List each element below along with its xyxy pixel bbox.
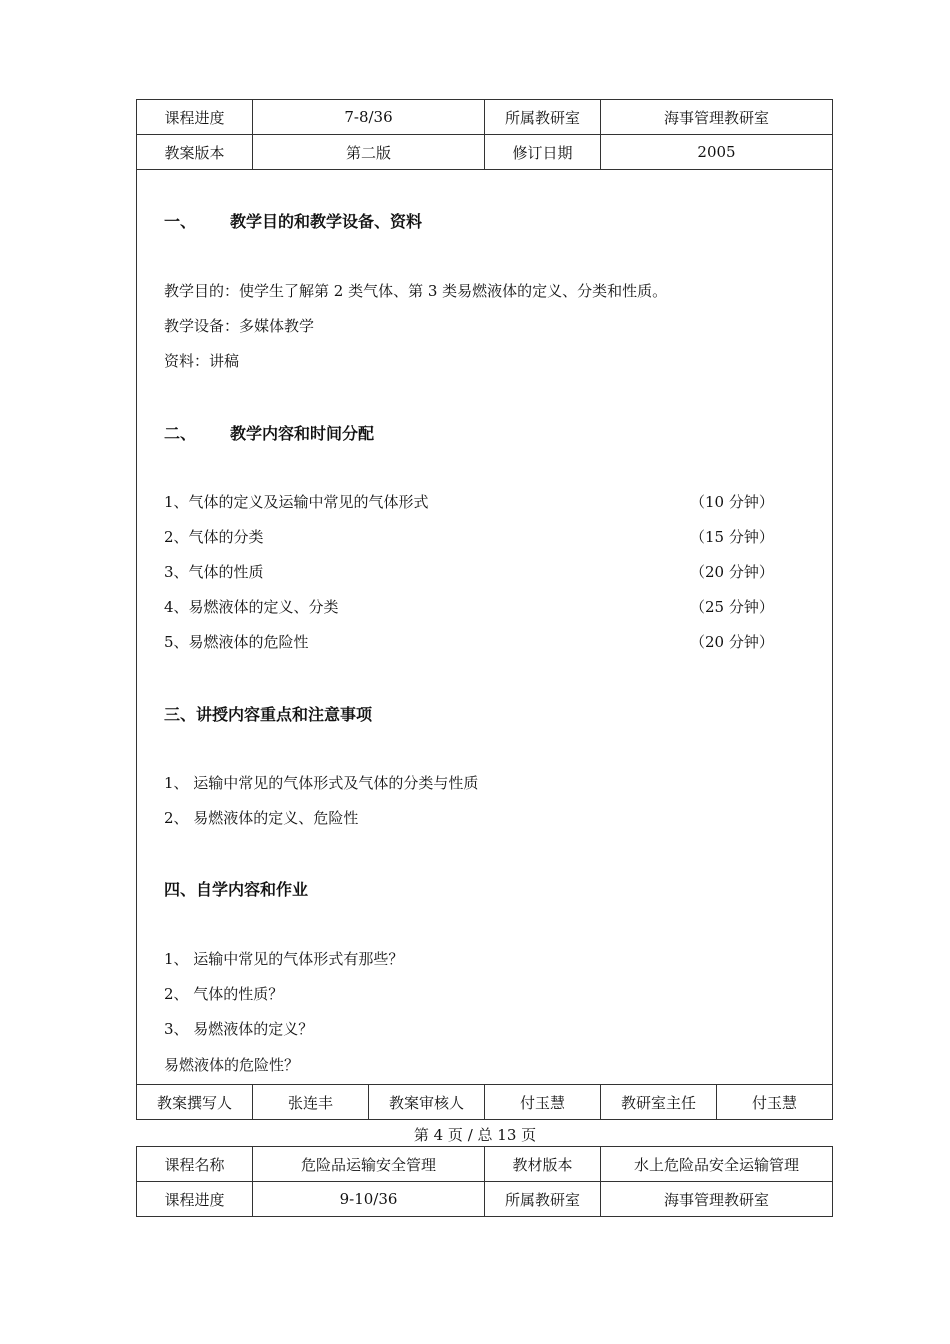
- table-row: [137, 135, 833, 170]
- time-allocation: （10 分钟）: [690, 493, 774, 511]
- label-director: 教研室主任: [601, 1085, 717, 1120]
- section-number: 一、: [164, 212, 197, 231]
- list-item: 4、易燃液体的定义、分类: [164, 598, 339, 616]
- list-item: 2、 易燃液体的定义、危险性: [164, 809, 359, 827]
- list-item: 易燃液体的危险性？: [164, 1056, 300, 1074]
- section-title: 教学目的和教学设备、资料: [230, 212, 423, 231]
- section-number: 二、: [164, 424, 197, 443]
- label-department: 所属教研室: [485, 100, 601, 135]
- section-title: 教学内容和时间分配: [230, 424, 375, 443]
- label-course-name: 课程名称: [137, 1147, 253, 1182]
- list-item: 2、 气体的性质？: [164, 985, 284, 1003]
- text-line: 资料：讲稿: [164, 352, 240, 370]
- label-author: 教案撰写人: [137, 1085, 253, 1120]
- list-item: 3、 易燃液体的定义？: [164, 1020, 314, 1038]
- label-course-progress: 课程进度: [137, 100, 253, 135]
- label-revision-date: 修订日期: [485, 135, 601, 170]
- list-item: 1、 运输中常见的气体形式及气体的分类与性质: [164, 774, 479, 792]
- list-item: 2、气体的分类: [164, 528, 264, 546]
- time-allocation: （15 分钟）: [690, 528, 774, 546]
- value-author: 张连丰: [253, 1085, 369, 1120]
- next-page-info-table: [136, 1146, 833, 1217]
- value-reviewer: 付玉慧: [485, 1085, 601, 1120]
- label-reviewer: 教案审核人: [369, 1085, 485, 1120]
- text-line: 教学设备：多媒体教学: [164, 317, 315, 335]
- value-course-progress: 7-8/36: [253, 100, 485, 135]
- section-heading-2: [164, 421, 374, 444]
- text-line: 教学目的：使学生了解第 2 类气体、第 3 类易燃液体的定义、分类和性质。: [164, 282, 668, 300]
- section-heading-1: [164, 209, 422, 232]
- list-item: 5、易燃液体的危险性: [164, 633, 309, 651]
- label-textbook-version: 教材版本: [485, 1147, 601, 1182]
- top-info-table: [136, 99, 833, 170]
- signature-table: [136, 1084, 833, 1120]
- time-allocation: （20 分钟）: [690, 563, 774, 581]
- value-version: 第二版: [253, 135, 485, 170]
- value-department: 海事管理教研室: [601, 100, 833, 135]
- value-course-name: 危险品运输安全管理: [253, 1147, 485, 1182]
- time-allocation: （25 分钟）: [690, 598, 774, 616]
- table-row: [137, 100, 833, 135]
- time-allocation: （20 分钟）: [690, 633, 774, 651]
- value-course-progress: 9-10/36: [253, 1182, 485, 1217]
- label-department: 所属教研室: [485, 1182, 601, 1217]
- value-textbook-version: 水上危险品安全运输管理: [601, 1147, 833, 1182]
- table-row: [137, 1147, 833, 1182]
- table-row: [137, 1085, 833, 1120]
- list-item: 3、气体的性质: [164, 563, 264, 581]
- section-heading-3: 三、讲授内容重点和注意事项: [164, 705, 373, 724]
- section-heading-4: 四、自学内容和作业: [164, 880, 309, 899]
- list-item: 1、气体的定义及运输中常见的气体形式: [164, 493, 429, 511]
- table-row: [137, 1182, 833, 1217]
- list-item: 1、 运输中常见的气体形式有那些？: [164, 950, 404, 968]
- page-number: 第 4 页 / 总 13 页: [413, 1126, 537, 1144]
- value-revision-date: 2005: [601, 135, 833, 170]
- label-course-progress: 课程进度: [137, 1182, 253, 1217]
- label-version: 教案版本: [137, 135, 253, 170]
- value-department: 海事管理教研室: [601, 1182, 833, 1217]
- value-director: 付玉慧: [717, 1085, 833, 1120]
